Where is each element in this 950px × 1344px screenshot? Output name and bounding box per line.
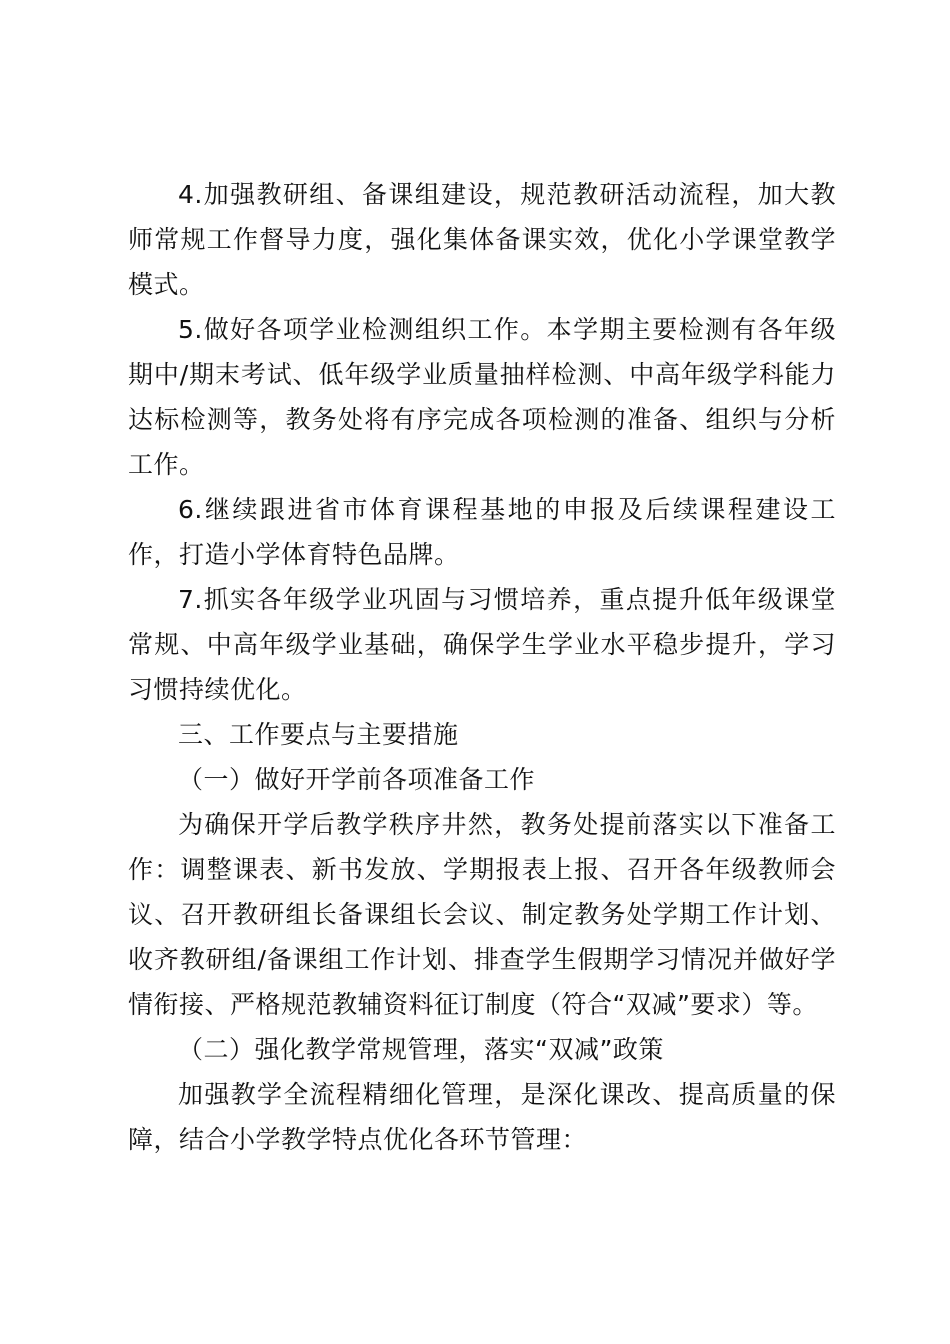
- paragraph-item-7: 7.抓实各年级学业巩固与习惯培养，重点提升低年级课堂常规、中高年级学业基础，确保学生学业水平稳步提升，学习习惯持续优化。: [128, 585, 836, 704]
- paragraph-preparation: 为确保开学后教学秩序井然，教务处提前落实以下准备工作：调整课表、新书发放、学期报表上报、召开各年级教师会议、召开教研组长备课组长会议、制定教务处学期工作计划、收齐教研组/备课组工作计划、排查学生假期学习情况并做好学情衔接、严格规范教辅资料征订制度（符合“双减”要求）等。: [128, 810, 836, 1019]
- section-heading-3: 三、工作要点与主要措施: [178, 720, 459, 749]
- paragraph-item-6: 6.继续跟进省市体育课程基地的申报及后续课程建设工作，打造小学体育特色品牌。: [128, 495, 836, 569]
- paragraph-item-4: 4.加强教研组、备课组建设，规范教研活动流程，加大教师常规工作督导力度，强化集体备课实效，优化小学课堂教学模式。: [128, 180, 836, 299]
- paragraph-item-5: 5.做好各项学业检测组织工作。本学期主要检测有各年级期中/期末考试、低年级学业质量抽样检测、中高年级学科能力达标检测等，教务处将有序完成各项检测的准备、组织与分析工作。: [128, 315, 836, 479]
- paragraph-management: 加强教学全流程精细化管理，是深化课改、提高质量的保障，结合小学教学特点优化各环节管理：: [128, 1080, 836, 1154]
- subsection-heading-1: （一）做好开学前各项准备工作: [178, 765, 536, 794]
- subsection-heading-2: （二）强化教学常规管理，落实“双减”政策: [178, 1035, 664, 1064]
- document-body: [128, 172, 836, 1162]
